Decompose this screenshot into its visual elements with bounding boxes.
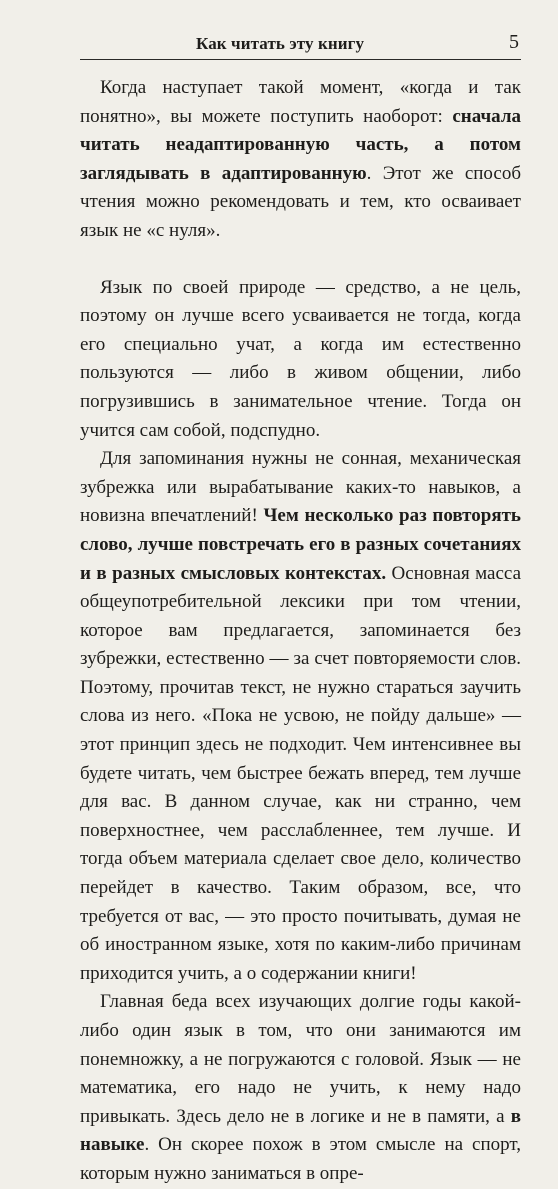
paragraph-4-text-end: . Он скорее похож в этом смысле на спорт, которым нужно заниматься в опре- bbox=[80, 1134, 521, 1184]
running-head bbox=[80, 30, 521, 60]
paragraph-3-bold-phrase: Чем несколько раз повторять слово, лучше повстречать его в разных сочетаниях и в разных смысловых контекстах. bbox=[80, 505, 521, 584]
paragraph-4 bbox=[80, 988, 521, 1188]
page-number: 5 bbox=[509, 31, 519, 53]
paragraph-4-bold-phrase: в навыке bbox=[80, 1105, 521, 1156]
paragraph-1-text: Когда наступает такой момент, «когда и так понятно», вы можете поступить наоборот: bbox=[80, 77, 521, 127]
paragraph-4-text: Главная беда всех изучающих долгие годы какой-либо один язык в том, что они занимаются им понемножку, а не погружаются с головой. Язык — не математика, его надо не учить, к нему надо привыкать. Здесь дело не в логике и не в памяти, а bbox=[80, 991, 521, 1127]
paragraph-3 bbox=[80, 445, 521, 988]
paragraph-1-text-end: . Этот же способ чтения можно рекомендовать и тем, кто осваивает язык не «с нуля». bbox=[80, 162, 522, 241]
paragraph-1 bbox=[80, 74, 521, 246]
running-title: Как читать эту книгу bbox=[196, 34, 365, 53]
paragraph-1-bold-phrase: сначала читать неадаптированную часть, а потом заглядывать в адаптированную bbox=[80, 105, 521, 184]
paragraph-2 bbox=[80, 274, 521, 446]
paragraph-3-text: Для запоминания нужны не сонная, механическая зубрежка или вырабатывание каких-то навыков, а новизна впечатлений! bbox=[80, 448, 521, 527]
paragraph-2-text: Язык по своей природе — средство, а не цель, поэтому он лучше всего усваивается не тогда, когда его специально учат, а когда им естественно пользуются — либо в живом общении, либо погрузившись в занимательное чтение. Тогда он учится сам собой, подспудно. bbox=[80, 276, 521, 441]
body-text bbox=[80, 74, 521, 1189]
paragraph-3-text-end: Основная масса общеупотребительной лексики при том чтении, которое вам предлагается, запоминается без зубрежки, естественно — за счет повторяемости слов. Поэтому, прочитав текст, не нужно стараться заучить слова из него. «Пока не усвою, не пойду дальше» — этот принцип здесь не подходит. Чем интенсивнее вы будете читать, чем быстрее бежать вперед, тем лучше для вас. В данном случае, как ни странно, чем поверхностнее, чем расслабленнее, тем лучше. И тогда объем материала сделает свое дело, количество перейдет в качество. Таким образом, все, что требуется от вас, — это просто почитывать, думая не об иностранном языке, хотя по каким-либо причинам приходится учить, а о содержании книги! bbox=[80, 562, 522, 984]
